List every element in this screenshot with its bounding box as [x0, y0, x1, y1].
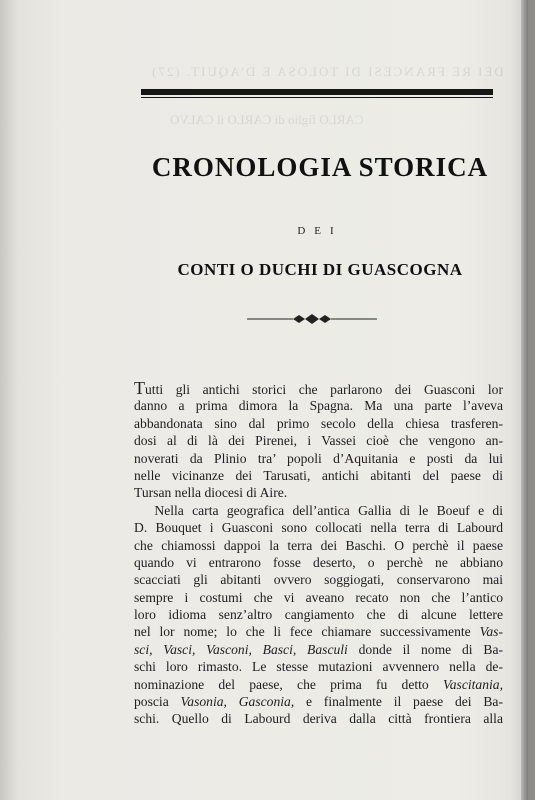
line-text: donde il nome di Ba- [347, 641, 503, 657]
line-text: scacciati gli abitanti ovvero soggiogati, conservarono mai [134, 572, 503, 588]
line-text: dosi al di là dei Pirenei, i Vassei cioè che vengono an- [134, 433, 503, 449]
italic-term: sci, Vasci, Vasconi, Basci, Basculi [134, 641, 348, 657]
italic-term: Vas- [479, 624, 503, 640]
text-line [134, 554, 503, 571]
text-line [134, 432, 503, 449]
line-text: schi. Quello di Labourd deriva dalla città frontiera alla [134, 711, 503, 727]
text-line [134, 397, 503, 414]
text-line [134, 571, 503, 588]
line-text: nelle vicinanze dei Tarusati, antichi abitanti del paese di [134, 467, 503, 483]
text-line [134, 710, 503, 727]
text-line [134, 589, 503, 606]
page-edge-shadow [521, 0, 528, 800]
text-line [134, 450, 503, 467]
body-text [134, 380, 503, 728]
line-text: danno a prima dimora la Spagna. Ma una parte l’aveva [134, 398, 503, 414]
text-line [134, 484, 503, 501]
line-text: che chiamossi dappoi la terra dei Baschi. O perchè il paese [134, 537, 503, 553]
line-text: loro idioma senz’altro cangiamento che di alcune lettere [134, 607, 503, 623]
line-text: D. Bouquet i Guasconi sono collocati nella terra di Labourd [134, 520, 503, 536]
line-text: Nella carta geografica dell’antica Gallia di le Boeuf e di [154, 502, 503, 518]
line-text: abbandonata sino dal primo secolo della chiesa trasferen- [134, 415, 503, 431]
line-text: sempre i costumi che vi aveano recato non che l’antico [134, 589, 503, 605]
line-text: poscia [134, 694, 181, 710]
line-text: quando vi entrarono fosse deserto, o perchè ne abbiano [134, 554, 503, 570]
header-rule-thin [141, 97, 493, 98]
text-line [134, 641, 503, 658]
text-line [134, 415, 503, 432]
line-text: nel lor nome; lo che li fece chiamare successivamente [134, 624, 480, 640]
text-line [134, 623, 503, 640]
paragraph-1 [134, 380, 503, 502]
line-text: noverati da Plinio tra’ popoli d’Aquitania e posti da lui [134, 450, 503, 466]
page-subtitle: CONTI O DUCHI DI GUASCOGNA [177, 260, 463, 279]
drop-cap: T [134, 380, 145, 398]
text-line [134, 676, 503, 693]
line-text: schi loro rimasto. Le stesse mutazioni avvennero nella de- [134, 659, 503, 675]
page-title: CRONOLOGIA STORICA [151, 152, 489, 182]
text-line [134, 467, 503, 484]
paragraph-2 [134, 502, 503, 728]
title-connector: DEI [297, 225, 343, 237]
text-line [134, 502, 503, 519]
text-line [134, 519, 503, 536]
line-text: Tursan nella diocesi di Aire. [134, 485, 288, 501]
italic-term: Vascitania, [442, 676, 503, 692]
text-line [134, 693, 503, 710]
ornament-divider [247, 313, 377, 325]
text-line [134, 658, 503, 675]
header-rule-thick [141, 89, 493, 95]
bleed-through-line: CARLO figlio di CARLO il CALVO [170, 112, 364, 127]
text-line [134, 380, 503, 397]
italic-term: Vasonia, Gasconia, [180, 694, 295, 710]
text-line [134, 537, 503, 554]
line-text: nominazione del paese, che prima fu detto [134, 676, 443, 692]
line-text: e finalmente il paese dei Ba- [294, 694, 503, 710]
text-line [134, 606, 503, 623]
line-text: utti gli antichi storici che parlarono dei Guasconi lor [145, 382, 503, 397]
bleed-through-running-head: DEI RE FRANCESI DI TOLOSA E D'AQUIT. (27) [150, 64, 504, 79]
